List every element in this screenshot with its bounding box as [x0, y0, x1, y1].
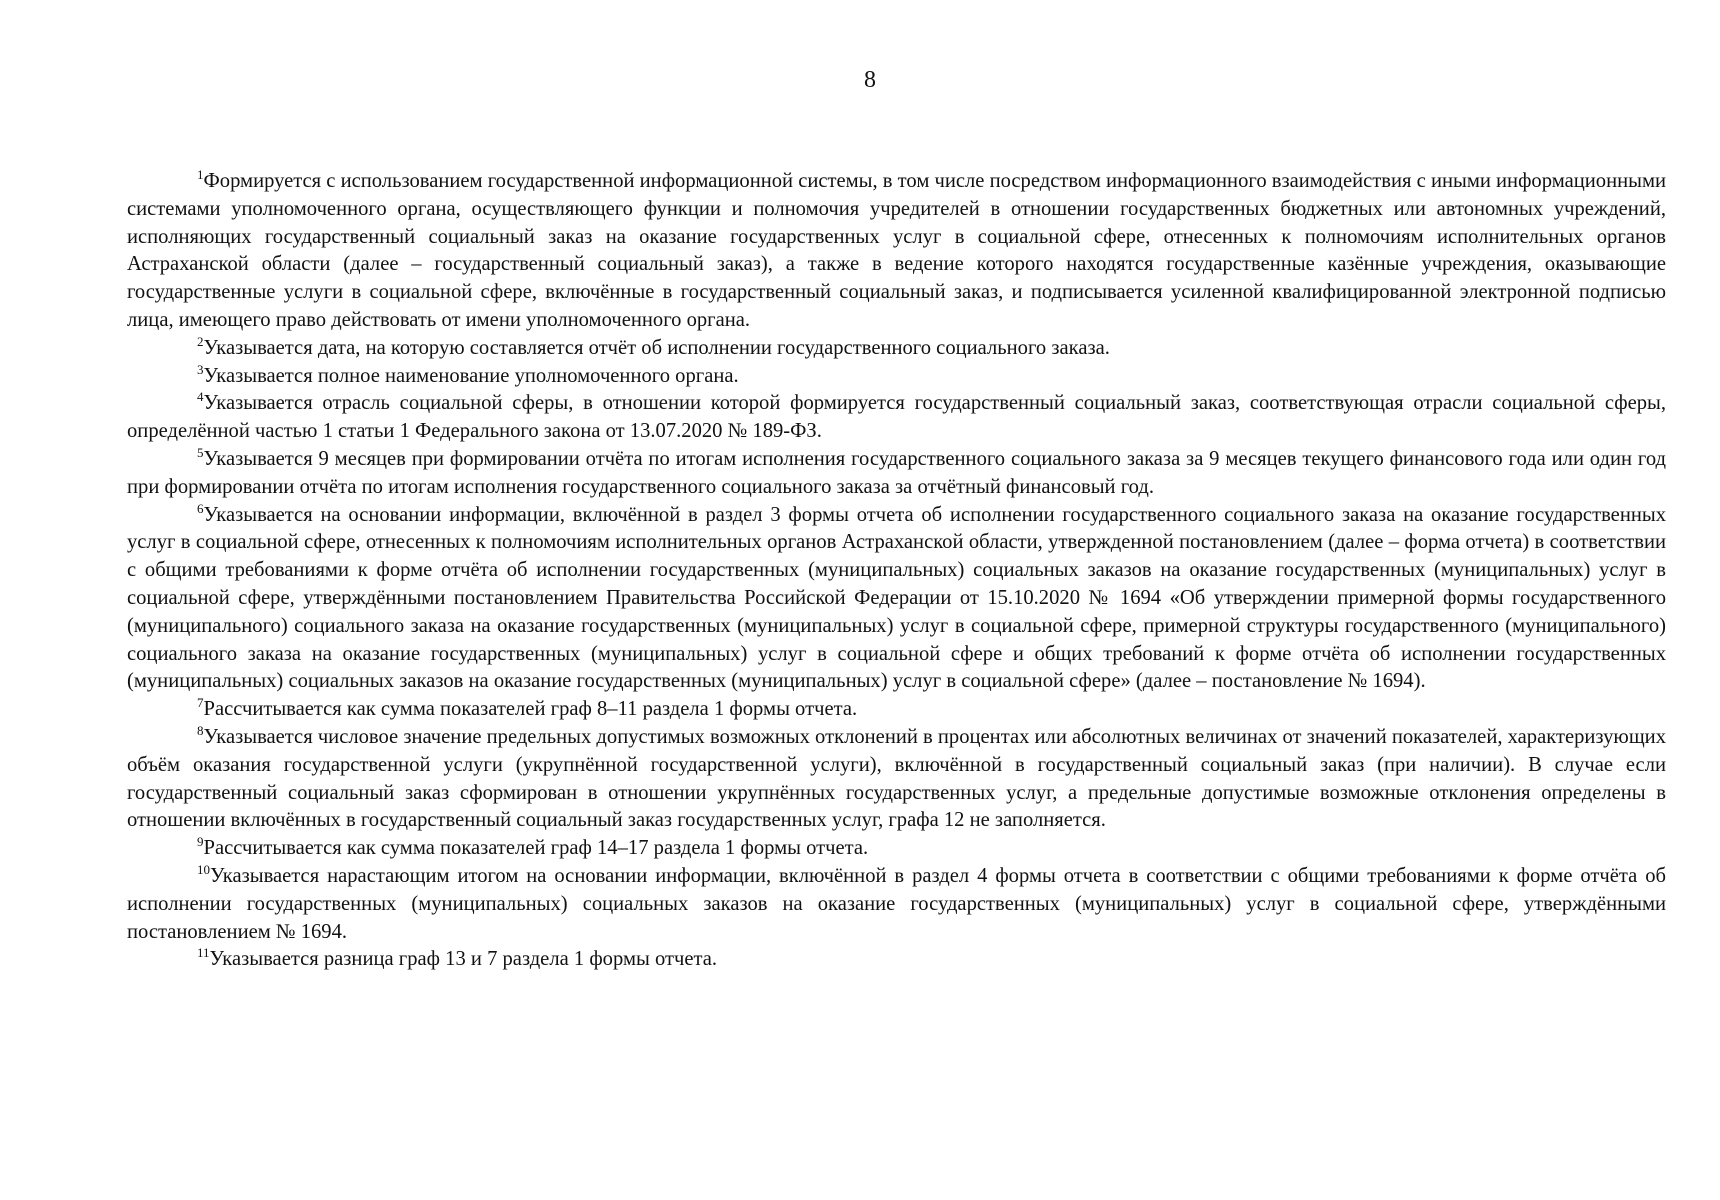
footnote-marker: 5: [197, 444, 204, 460]
footnote-marker: 2: [197, 333, 204, 349]
footnote-text: Указывается на основании информации, включённой в раздел 3 формы отчета об исполнении государственного социального заказа на оказание государственных услуг в социальной сфере, отнесенных к полномочиям исполнительных органов Астраханской области, утвержденной постановлением (далее – форма отчета) в соответствии с общими требованиями к форме отчёта об исполнении государственных (муниципальных) социальных заказов на оказание государственных (муниципальных) услуг в социальной сфере, утверждёнными постановлением Правительства Российской Федерации от 15.10.2020 № 1694 «Об утверждении примерной формы государственного (муниципального) социального заказа на оказание государственных (муниципальных) услуг в социальной сфере, примерной структуры государственного (муниципального) социального заказа на оказание государственных (муниципальных) услуг в социальной сфере и общих требований к форме отчёта об исполнении государственных (муниципальных) социальных заказов на оказание государственных (муниципальных) услуг в социальной сфере» (далее – постановление № 1694).: [127, 503, 1666, 693]
footnotes-list: [127, 168, 1666, 974]
footnote: [127, 863, 1666, 946]
footnote: [127, 390, 1666, 446]
footnote: [127, 696, 1666, 724]
footnote: [127, 168, 1666, 335]
footnote: [127, 502, 1666, 697]
footnote-marker: 4: [197, 389, 204, 405]
footnote-marker: 9: [197, 834, 204, 850]
footnote: [127, 835, 1666, 863]
footnote-marker: 1: [197, 167, 204, 182]
footnote-text: Указывается дата, на которую составляется отчёт об исполнении государственного социального заказа.: [203, 336, 1110, 359]
footnote-text: Указывается полное наименование уполномоченного органа.: [203, 364, 739, 387]
footnote-text: Рассчитывается как сумма показателей граф 14–17 раздела 1 формы отчета.: [203, 837, 869, 860]
footnote-marker: 6: [197, 500, 204, 516]
footnote-marker: 7: [197, 695, 204, 711]
footnote-marker: 11: [197, 945, 210, 961]
footnote: [127, 446, 1666, 502]
footnote: [127, 363, 1666, 391]
footnote-text: Указывается нарастающим итогом на основании информации, включённой в раздел 4 формы отчета в соответствии с общими требованиями к форме отчёта об исполнении государственных (муниципальных) социальных заказов на оказание государственных (муниципальных) услуг в социальной сфере, утверждёнными постановлением № 1694.: [127, 864, 1666, 943]
footnote-text: Указывается 9 месяцев при формировании отчёта по итогам исполнения государственного социального заказа за 9 месяцев текущего финансового года или один год при формировании отчёта по итогам исполнения государственного социального заказа за отчётный финансовый год.: [127, 447, 1666, 498]
footnote-text: Формируется с использованием государственной информационной системы, в том числе посредством информационного взаимодействия с иными информационными системами уполномоченного органа, осуществляющего функции и полномочия учредителей в отношении государственных бюджетных или автономных учреждений, исполняющих государственный социальный заказ на оказание государственных услуг в социальной сфере, отнесенных к полномочиям исполнительных органов Астраханской области (далее – государственный социальный заказ), а также в ведение которого находятся государственные казённые учреждения, оказывающие государственные услуги в социальной сфере, включённые в государственный социальный заказ, и подписывается усиленной квалифицированной электронной подписью лица, имеющего право действовать от имени уполномоченного органа.: [127, 170, 1666, 331]
footnote-text: Рассчитывается как сумма показателей граф 8–11 раздела 1 формы отчета.: [203, 698, 858, 721]
footnote-marker: 3: [197, 361, 204, 377]
page-number: 8: [864, 67, 876, 93]
footnote-marker: 10: [197, 861, 210, 877]
footnote-text: Указывается числовое значение предельных допустимых возможных отклонений в процентах или абсолютных величинах от значений показателей, характеризующих объём оказания государственной услуги (укрупнённой государственной услуги), включённой в государственный социальный заказ (при наличии). В случае если государственный социальный заказ сформирован в отношении укрупнённых государственных услуг, а предельные допустимые возможные отклонения определены в отношении включённых в государственный социальный заказ государственных услуг, графа 12 не заполняется.: [127, 725, 1666, 832]
footnote-text: Указывается отрасль социальной сферы, в отношении которой формируется государственный социальный заказ, соответствующая отрасли социальной сферы, определённой частью 1 статьи 1 Федерального закона от 13.07.2020 № 189-ФЗ.: [127, 392, 1666, 443]
footnote: [127, 335, 1666, 363]
footnote: [127, 724, 1666, 835]
footnote-marker: 8: [197, 722, 204, 738]
footnote-text: Указывается разница граф 13 и 7 раздела 1 формы отчета.: [209, 948, 718, 971]
footnote: [127, 946, 1666, 974]
